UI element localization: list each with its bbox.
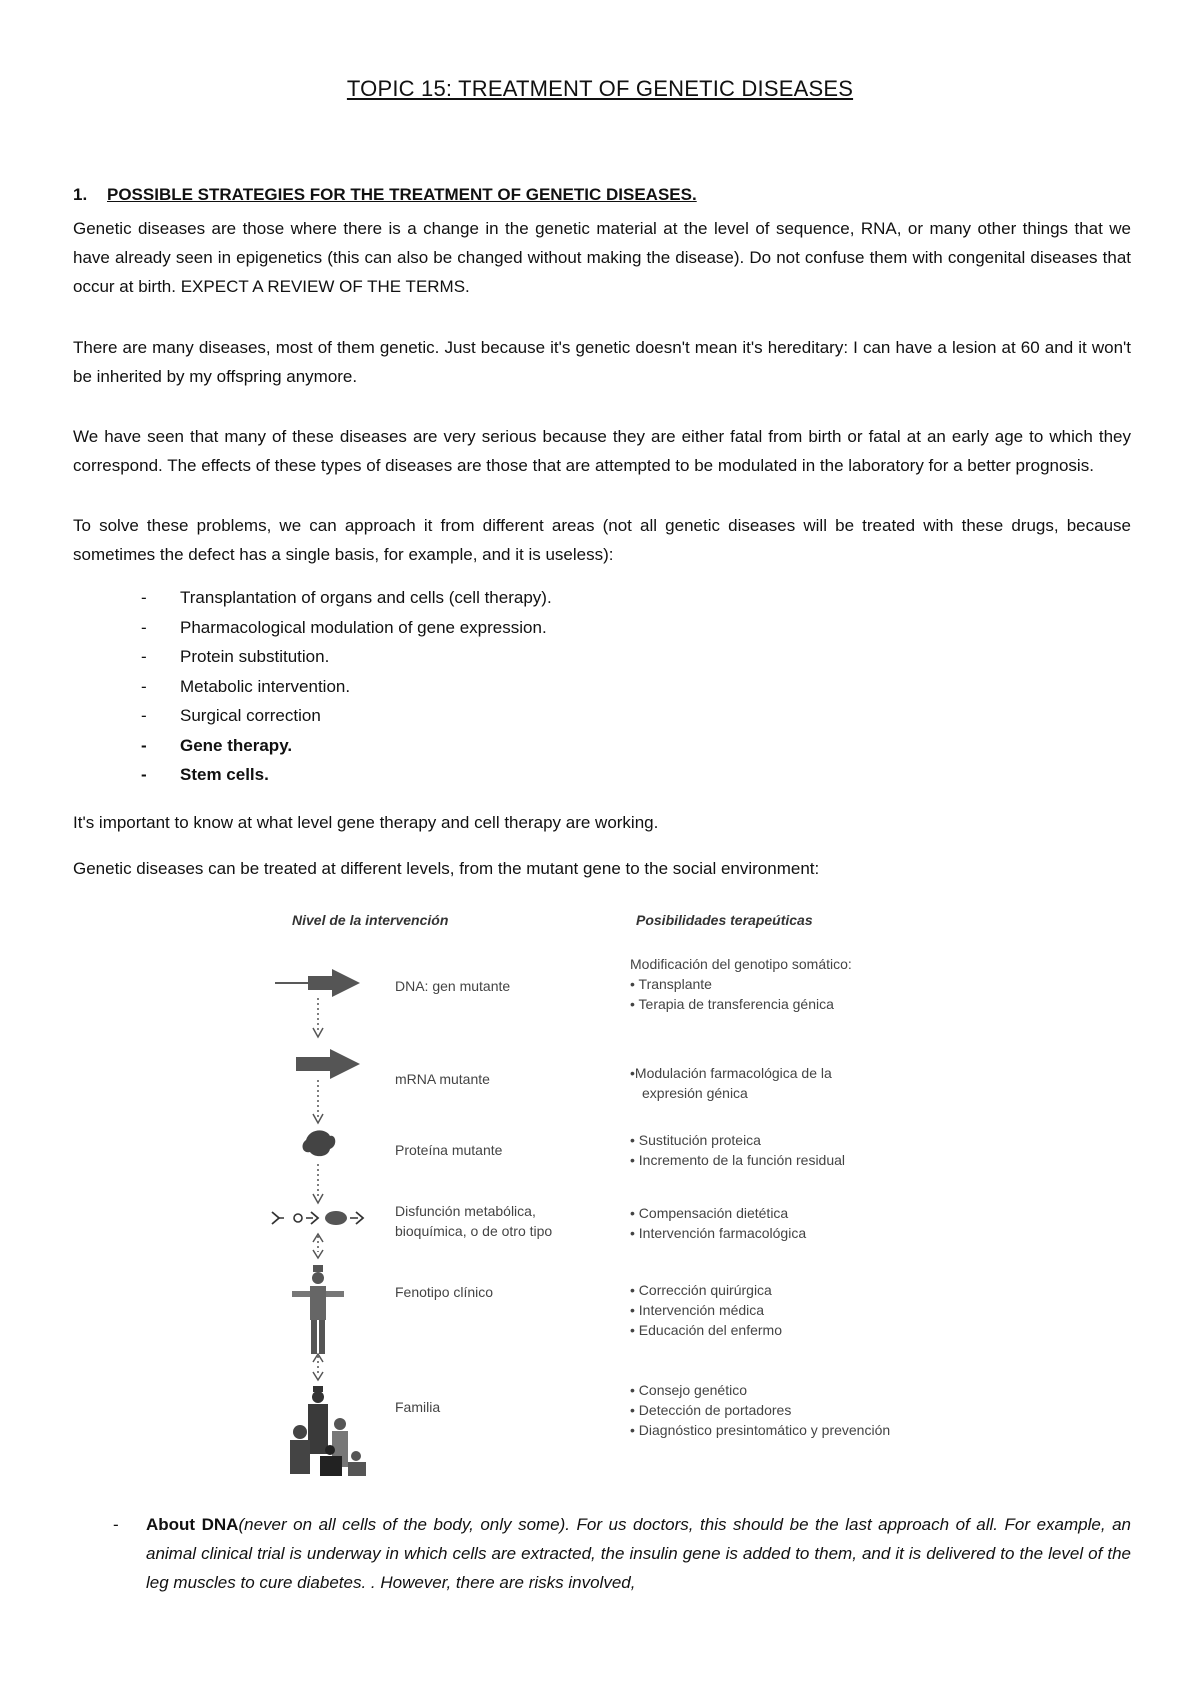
paragraph-levels-note: It's important to know at what level gene therapy and cell therapy are working.: [73, 813, 659, 832]
option-line: • Corrección quirúrgica: [630, 1282, 772, 1298]
option-line: • Incremento de la función residual: [630, 1152, 846, 1168]
dna-item-title: About DNA: [146, 1515, 239, 1534]
level-label: Familia: [395, 1399, 441, 1415]
option-line: Modificación del genotipo somático:: [630, 956, 852, 972]
family-group-icon: [290, 1386, 366, 1476]
paragraph-hereditary: There are many diseases, most of them genetic. Just because it's genetic doesn't mean it's hereditary: I can have a lesion at 60 and it won't be inherited by my offspring anymore.: [73, 338, 1131, 386]
level-label: [395, 1201, 552, 1241]
double-arrow-icon: [313, 1234, 323, 1258]
option-group-genotype: [630, 954, 852, 1014]
option-line: • Consejo genético: [630, 1382, 747, 1398]
option-line: • Terapia de transferencia génica: [630, 996, 834, 1012]
dotted-down-arrow-icon: [313, 1080, 323, 1123]
paragraph-approaches: To solve these problems, we can approach it from different areas (not all genetic diseases will be treated with these drugs, because sometimes the defect has a single basis, for example, and it is useless):: [73, 516, 1131, 564]
level-label-line: bioquímica, o de otro tipo: [395, 1223, 553, 1239]
person-figure-icon: [292, 1265, 344, 1354]
list-item: - Transplantation of organs and cells (cell therapy).: [73, 583, 873, 613]
option-line: •Modulación farmacológica de la: [630, 1065, 832, 1081]
option-group-mrna: [630, 1063, 832, 1103]
option-line: • Intervención médica: [630, 1302, 765, 1318]
option-line: • Compensación dietética: [630, 1205, 789, 1221]
list-item: - Stem cells.: [73, 760, 873, 790]
option-line: expresión génica: [642, 1085, 748, 1101]
list-item: - Pharmacological modulation of gene expression.: [73, 613, 873, 643]
option-group-metabolic: [630, 1203, 806, 1243]
metabolic-pathway-icon: [272, 1211, 363, 1225]
mrna-arrow-icon: [296, 1049, 360, 1079]
option-line: • Sustitución proteica: [630, 1132, 761, 1148]
option-group-family: [630, 1380, 890, 1440]
dna-item-text: (never on all cells of the body, only some). For us doctors, this should be the last approach of all. For example, an animal clinical trial is underway in which cells are extracted, the insulin gene is added to them, and it is delivered to the level of the leg muscles to cure diabetes. . However, there are risks involved,: [146, 1515, 1131, 1592]
list-item: - Surgical correction: [73, 701, 873, 731]
level-label: Proteína mutante: [395, 1142, 503, 1158]
option-line: • Detección de portadores: [630, 1402, 792, 1418]
section-heading: [73, 185, 697, 205]
section-number: 1.: [73, 185, 88, 204]
option-line: • Intervención farmacológica: [630, 1225, 807, 1241]
level-label: Fenotipo clínico: [395, 1284, 494, 1300]
option-line: • Transplante: [630, 976, 712, 992]
paragraph-serious-diseases: We have seen that many of these diseases are very serious because they are either fatal from birth or fatal at an early age to which they correspond. The effects of these types of diseases are those that are attempted to be modulated in the laboratory for a better prognosis.: [73, 427, 1131, 475]
page-title: TOPIC 15: TREATMENT OF GENETIC DISEASES: [346, 76, 854, 101]
section-heading-text: POSSIBLE STRATEGIES FOR THE TREATMENT OF GENETIC DISEASES.: [107, 185, 697, 204]
paragraph-genetic-diseases: Genetic diseases are those where there is a change in the genetic material at the level of sequence, RNA, or many other things that we have already seen in epigenetics (this can also be changed without making the disease). Do not confuse them with congenital diseases that occur at birth. EXPECT A REVIEW OF THE TERMS.: [73, 219, 1131, 296]
level-label: DNA: gen mutante: [395, 978, 511, 994]
option-group-phenotype: [630, 1280, 782, 1340]
option-group-protein: [630, 1130, 845, 1170]
level-label-line: Disfunción metabólica,: [395, 1203, 536, 1219]
dotted-down-arrow-icon: [313, 998, 323, 1037]
figure-header-options: Posibilidades terapeúticas: [636, 912, 813, 928]
level-label: mRNA mutante: [395, 1071, 490, 1087]
option-line: • Diagnóstico presintomático y prevención: [630, 1422, 891, 1438]
dna-arrow-icon: [275, 969, 360, 997]
dotted-down-arrow-icon: [313, 1164, 323, 1203]
list-item: - Protein substitution.: [73, 642, 873, 672]
protein-blob-icon: [303, 1130, 336, 1156]
double-arrow-icon: [313, 1354, 323, 1380]
option-line: • Educación del enfermo: [630, 1322, 782, 1338]
list-item: [73, 1510, 1131, 1597]
figure-header-level: Nivel de la intervención: [292, 912, 449, 928]
list-item: - Gene therapy.: [73, 731, 873, 761]
intervention-levels-figure: [270, 900, 950, 1490]
dna-approach-list: [73, 1510, 1131, 1597]
list-item: - Metabolic intervention.: [73, 672, 873, 702]
paragraph-levels-intro: Genetic diseases can be treated at different levels, from the mutant gene to the social environment:: [73, 859, 820, 878]
strategies-list: [73, 583, 873, 790]
